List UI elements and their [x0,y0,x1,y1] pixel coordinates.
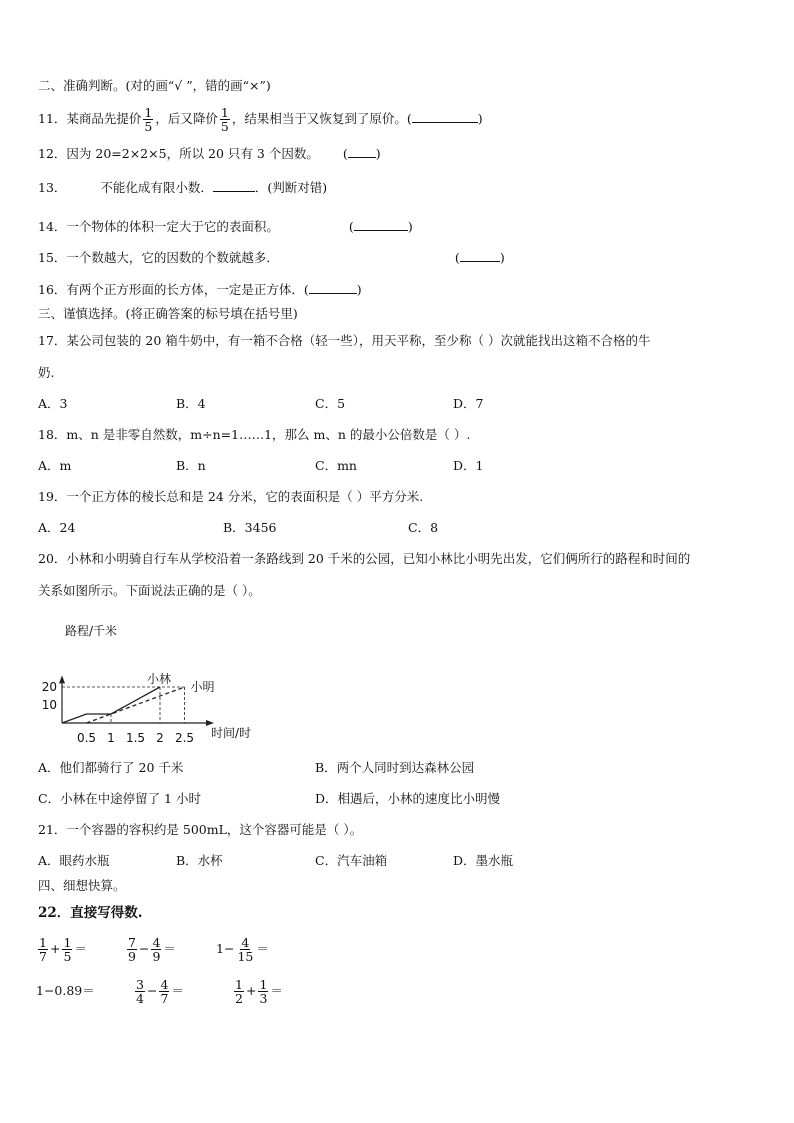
x-tick-label: 2 [156,731,164,745]
question-11: 11．某商品先提价 $\frac{1}{5}$ ，后又降价 $\frac{1}{5}$ ，结果相当于又恢复到了原价。( ) [38,105,483,134]
q22-expression-3: 1− $\frac{4}{15}$ ＝ [216,935,269,964]
q19-option-a[interactable]: A．24 [38,520,76,535]
question-15: 15．一个数越大，它的因数的个数就越多． ( ) [38,250,505,265]
q18-option-d[interactable]: D．1 [453,458,484,473]
x-tick-label: 2.5 [174,731,195,745]
section-2-title: 二、准确判断。(对的画“√ ”，错的画“×”) [38,78,271,93]
q19-option-b[interactable]: B．3456 [223,520,277,535]
y-tick-label: 10 [41,698,57,712]
q16-answer-blank[interactable] [309,281,357,294]
q22-expression-4: 1−0.89＝ [36,983,95,998]
q19-option-c[interactable]: C．8 [408,520,439,535]
q11-fraction-1: $\frac{1}{5}$ [144,105,153,134]
q22-expression-1: $\frac{1}{7}$ + $\frac{1}{5}$ ＝ [39,935,87,964]
x-tick-label: 1 [107,731,115,745]
q11-text-c: ，结果相当于又恢复到了原价。( [231,111,412,126]
x-tick-label: 0.5 [76,731,97,745]
q20-option-a[interactable]: A．他们都骑行了 20 千米 [38,760,184,775]
q21-option-d[interactable]: D．墨水瓶 [453,853,514,868]
q18-option-c[interactable]: C．mn [315,458,357,473]
q14-answer-blank[interactable] [354,218,408,231]
q11-text-a: 11．某商品先提价 [38,111,142,126]
question-17-line2: 奶. [38,365,55,380]
x-axis-label: 时间/时 [211,726,252,740]
q22-expression-2: $\frac{7}{9}$ − $\frac{4}{9}$ ＝ [128,935,176,964]
q12-answer-blank[interactable] [348,145,376,158]
section-3-title: 三、谨慎选择。(将正确答案的标号填在括号里) [38,306,298,321]
q17-option-c[interactable]: C．5 [315,396,346,411]
series-label-xiaoming: 小明 [190,680,215,694]
y-axis-arrow [59,675,65,683]
series-line-xiaolin [62,687,160,723]
q11-fraction-2: $\frac{1}{5}$ [220,105,229,134]
question-12: 12．因为 20=2×2×5，所以 20 只有 3 个因数。 ( ) [38,146,381,161]
question-14: 14．一个物体的体积一定大于它的表面积。 ( ) [38,219,413,234]
section-4-title: 四、细想快算。 [38,878,126,893]
q17-option-b[interactable]: B．4 [176,396,206,411]
q11-answer-blank[interactable] [412,110,478,123]
q21-option-a[interactable]: A．眼药水瓶 [38,853,110,868]
q15-answer-blank[interactable] [460,249,500,262]
question-20-line1: 20．小林和小明骑自行车从学校沿着一条路线到 20 千米的公园，已知小林比小明先出发，它们俩所行的路程和时间的 [38,551,691,566]
distance-time-chart [30,618,280,750]
y-tick-label: 20 [41,680,57,694]
series-label-xiaolin: 小林 [146,672,172,686]
q18-option-b[interactable]: B．n [176,458,206,473]
q22-expression-6: $\frac{1}{2}$ + $\frac{1}{3}$ ＝ [235,977,283,1006]
q18-option-a[interactable]: A．m [38,458,72,473]
question-19: 19．一个正方体的棱长总和是 24 分米，它的表面积是（ ）平方分米. [38,489,424,504]
question-21: 21．一个容器的容积约是 500mL，这个容器可能是（ ）。 [38,822,363,837]
question-20-line2: 关系如图所示。下面说法正确的是（ ）。 [38,583,261,598]
question-16: 16．有两个正方形面的长方体，一定是正方体．( ) [38,282,362,297]
q11-text-b: ，后又降价 [155,111,218,126]
question-13: 13． 不能化成有限小数． ．(判断对错) [38,180,328,195]
q20-option-b[interactable]: B．两个人同时到达森林公园 [315,760,475,775]
q17-option-d[interactable]: D．7 [453,396,484,411]
q22-expression-5: $\frac{3}{4}$ − $\frac{4}{7}$ ＝ [136,977,184,1006]
q21-option-c[interactable]: C．汽车油箱 [315,853,388,868]
q17-option-a[interactable]: A．3 [38,396,68,411]
question-18: 18．m、n 是非零自然数，m÷n=1……1，那么 m、n 的最小公倍数是（ ）. [38,427,471,442]
q13-answer-blank[interactable] [213,179,255,192]
x-tick-label: 1.5 [125,731,146,745]
question-22-title: 22．直接写得数. [38,905,143,921]
y-axis-label: 路程/千米 [65,624,118,638]
series-line-xiaoming [87,687,185,723]
q21-option-b[interactable]: B．水杯 [176,853,223,868]
q20-option-c[interactable]: C．小林在中途停留了 1 小时 [38,791,201,806]
q20-option-d[interactable]: D．相遇后，小林的速度比小明慢 [315,791,501,806]
question-17-line1: 17．某公司包装的 20 箱牛奶中，有一箱不合格（轻一些），用天平称，至少称（ ）次就能找出这箱不合格的牛 [38,333,651,348]
